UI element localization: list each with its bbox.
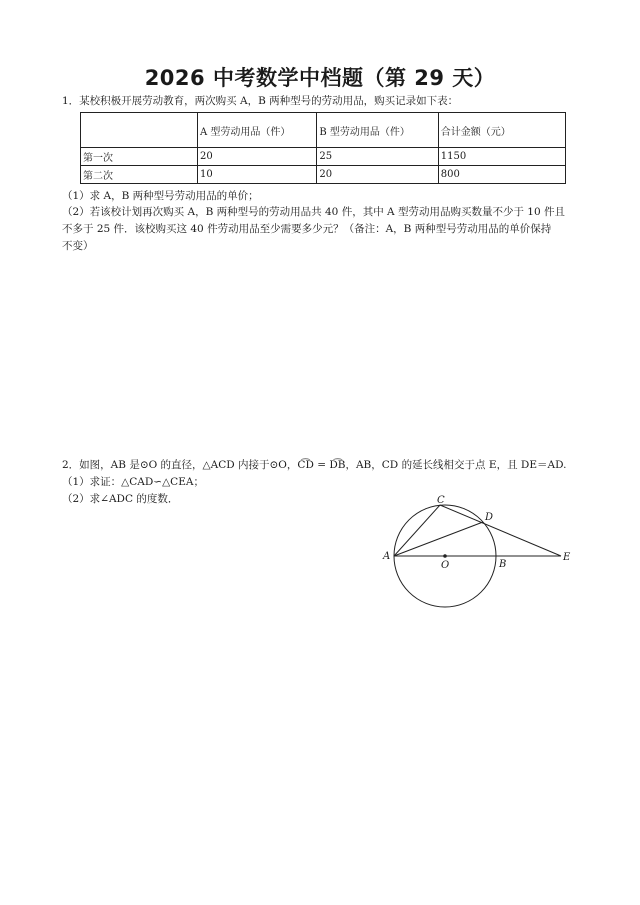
label-o: O: [441, 560, 450, 571]
label-c: C: [437, 495, 445, 506]
q1-part2-line1: （2）若该校计划再次购买 A，B 两种型号的劳动用品共 40 件，其中 A 型劳动用品购买数量不少于 10 件且: [62, 206, 565, 218]
q2-intro: 2．如图，AB 是⊙O 的直径，△ACD 内接于⊙O，C͡D = D͡B，AB，CD 的延长线相交于点 E，且 DE＝AD.: [62, 459, 567, 471]
line-ce: [440, 505, 561, 556]
table-cell: 10: [198, 166, 317, 184]
table-header-row: [81, 113, 566, 148]
table-row: [81, 148, 566, 166]
page-title: 2026 中考数学中档题（第 29 天）: [144, 66, 496, 90]
q1-part2-line2: 不多于 25 件．该校购买这 40 件劳动用品至少需要多少元？（备注：A，B 两种型号劳动用品的单价保持: [62, 223, 552, 235]
table-cell: 25: [317, 148, 438, 166]
table-header-cell: A 型劳动用品（件）: [198, 113, 317, 148]
label-a: A: [383, 551, 391, 562]
q2-part2: （2）求∠ADC 的度数．: [62, 493, 179, 505]
table-cell: 20: [317, 166, 438, 184]
purchase-record-table: [80, 112, 566, 184]
table-cell: 20: [198, 148, 317, 166]
table-cell: 第二次: [81, 166, 198, 184]
label-e: E: [563, 552, 571, 563]
table-cell: 800: [438, 166, 565, 184]
line-ad: [394, 522, 483, 556]
q2-part1: （1）求证：△CAD∽△CEA；: [62, 476, 204, 488]
geometry-figure: [380, 492, 580, 612]
q1-part1: （1）求 A，B 两种型号劳动用品的单价；: [62, 190, 259, 202]
label-d: D: [485, 512, 494, 523]
table-header-cell: [81, 113, 198, 148]
label-b: B: [499, 559, 507, 570]
table-row: [81, 166, 566, 184]
table-cell: 第一次: [81, 148, 198, 166]
table-cell: 1150: [438, 148, 565, 166]
q1-intro: 1．某校积极开展劳动教育，两次购买 A，B 两种型号的劳动用品，购买记录如下表：: [62, 95, 459, 107]
q1-part2-line3: 不变）: [62, 240, 94, 252]
table-header-cell: B 型劳动用品（件）: [317, 113, 438, 148]
table-header-cell: 合计金额（元）: [438, 113, 565, 148]
center-point: [443, 554, 447, 558]
